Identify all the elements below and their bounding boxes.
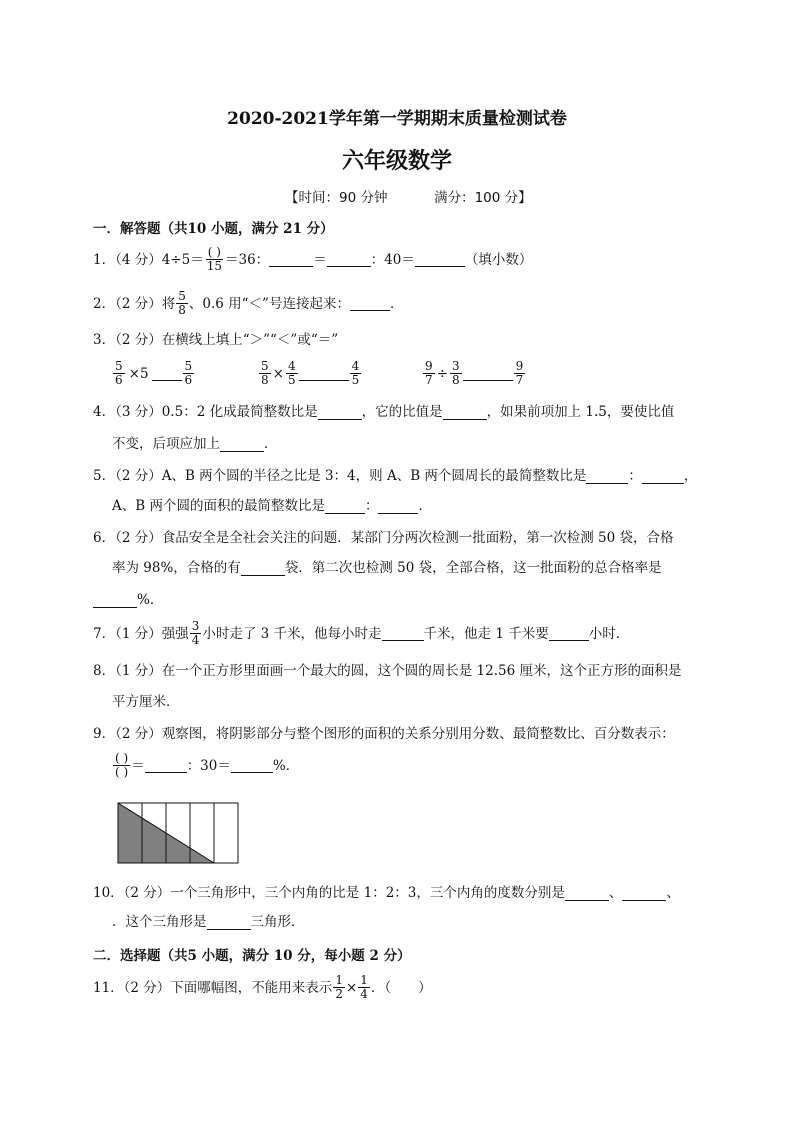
q3a-n1: 5 — [115, 359, 123, 373]
q2-denominator: 8 — [178, 303, 186, 317]
question-8-line-1: 8．（1 分）在一个正方形里面画一个最大的圆，这个圆的周长是 12.56 厘米，这个正方形的面积是 — [93, 663, 682, 679]
q11-prefix: 11．（2 分）下面哪幅图，不能用来表示 — [93, 979, 333, 996]
q3c-blank[interactable] — [463, 380, 513, 381]
q1-fraction — [205, 246, 224, 273]
question-10-line-2 — [112, 912, 305, 932]
q2-end: ． — [389, 295, 404, 312]
question-5-line-1 — [93, 466, 697, 486]
q9-denominator[interactable]: ( ) — [115, 765, 129, 779]
q11-op: × — [345, 979, 358, 996]
q3b-blank[interactable] — [299, 380, 349, 381]
q3b-n1: 5 — [261, 359, 269, 373]
exam-subtitle: 六年级数学 — [341, 148, 452, 174]
exam-title: 2020-2021学年第一学期期末质量检测试卷 — [227, 109, 567, 129]
q2-text: 、0.6 用“＜”号连接起来： — [188, 295, 350, 312]
q10-line2-b: 三角形． — [250, 914, 305, 930]
question-11 — [93, 974, 432, 1001]
question-5-line-2 — [112, 496, 432, 516]
q5-blank-1[interactable] — [586, 469, 628, 484]
q3c-d3: 7 — [515, 373, 524, 387]
q11-n1: 1 — [335, 973, 343, 987]
q5-line2-b: ： — [364, 498, 379, 514]
question-2 — [93, 290, 403, 317]
q4-line2-a: 不变，后项应加上 — [112, 436, 220, 452]
q6-blank-2[interactable] — [93, 593, 137, 608]
q4-line1-a: 4．（3 分）0.5：2 化成最简整数比是 — [93, 404, 318, 420]
q5-line1-b: ： — [628, 468, 642, 484]
q9-colon: ：30＝ — [186, 757, 231, 774]
question-10-line-1 — [93, 883, 680, 903]
question-4-line-1 — [93, 402, 674, 422]
question-8-line-2: 平方厘米． — [112, 694, 180, 710]
q7-blank-2[interactable] — [549, 626, 589, 641]
q6-blank-1[interactable] — [241, 561, 285, 576]
q10-blank-2[interactable] — [622, 886, 666, 901]
q6-line2-b: 袋．第二次也检测 50 袋，全部合格，这一批面粉的总合格率是 — [284, 560, 662, 576]
q7-text-b: 千米，他走 1 千米要 — [423, 625, 549, 642]
q4-line1-b: ，它的比值是 — [361, 404, 443, 420]
q3a-d1: 6 — [115, 373, 123, 387]
question-6-line-1: 6．（2 分）食品安全是全社会关注的问题．某部门分两次检测一批面粉，第一次检测 50 袋，合格 — [93, 530, 674, 546]
q1-blank-2[interactable] — [327, 252, 371, 267]
q3a-op: ×5 — [128, 365, 149, 382]
question-7 — [93, 620, 629, 647]
q9-pct: %． — [272, 757, 300, 774]
question-9-line-1: 9．（2 分）观察图，将阴影部分与整个图形的面积的关系分别用分数、最简整数比、百分数表示： — [93, 726, 675, 742]
q10-line1-a: 10．（2 分）一个三角形中，三个内角的比是 1：2：3，三个内角的度数分别是 — [93, 885, 565, 901]
q3c-d1: 7 — [425, 373, 433, 387]
q1-blank-3[interactable] — [415, 252, 465, 267]
q4-line1-c: ，如果前项加上 1.5，要使比值 — [486, 404, 675, 420]
q9-blank-2[interactable] — [231, 758, 273, 773]
q4-blank-2[interactable] — [443, 405, 487, 420]
q3c-op: ÷ — [436, 365, 448, 382]
q3b-n2: 4 — [287, 359, 296, 373]
q7-numerator: 3 — [191, 619, 200, 633]
q3b-d2: 5 — [287, 373, 296, 387]
q1-suffix: （填小数） — [464, 251, 533, 268]
q9-numerator[interactable]: ( ) — [115, 751, 129, 765]
q3b-n3: 4 — [351, 359, 360, 373]
q5-line2-c: ． — [418, 498, 432, 514]
q10-blank-1[interactable] — [565, 886, 609, 901]
q5-blank-2[interactable] — [642, 469, 684, 484]
question-1 — [93, 246, 532, 273]
q10-sep1: 、 — [608, 885, 623, 901]
q2-numerator: 5 — [178, 289, 186, 303]
q11-d1: 2 — [335, 987, 343, 1001]
q7-denominator: 4 — [191, 633, 200, 647]
q11-suffix[interactable]: ．（ ） — [370, 979, 432, 996]
q1-eq: ＝36： — [225, 251, 270, 268]
q4-blank-1[interactable] — [318, 405, 362, 420]
q10-line2-a: ．这个三角形是 — [112, 914, 207, 930]
q1-denominator: 15 — [206, 259, 222, 273]
q1-numerator: ( ) — [207, 245, 221, 259]
section-2-heading: 二．选择题（共5 小题，满分 10 分，每小题 2 分） — [93, 948, 411, 964]
question-4-line-2 — [112, 434, 278, 454]
q9-blank-1[interactable] — [145, 758, 187, 773]
q11-d2: 4 — [360, 987, 368, 1001]
q3b-d3: 5 — [351, 373, 360, 387]
q7-fraction — [190, 620, 202, 647]
q1-colon: ：40＝ — [370, 251, 415, 268]
q4-line2-b: ． — [264, 436, 278, 452]
time-info: 【时间：90 分钟 — [285, 190, 388, 206]
exam-time-info — [285, 186, 532, 206]
q10-sep2: 、 — [666, 885, 680, 901]
q1-eq2: ＝ — [313, 251, 327, 268]
q3-compare-b — [258, 360, 362, 387]
q5-blank-4[interactable] — [378, 499, 418, 514]
q6-line3: %． — [137, 592, 164, 608]
q11-n2: 1 — [360, 973, 368, 987]
q10-blank-3[interactable] — [207, 915, 251, 930]
q7-text-c: 小时． — [588, 625, 630, 642]
q3b-op: × — [272, 365, 284, 382]
q9-shaded-figure — [117, 802, 239, 864]
q3a-blank[interactable] — [152, 380, 182, 381]
question-9-line-2 — [112, 752, 299, 779]
score-info: 满分：100 分】 — [434, 190, 532, 206]
q2-fraction — [176, 290, 188, 317]
q4-blank-3[interactable] — [220, 437, 264, 452]
question-6-line-3 — [93, 590, 163, 610]
section-1-heading: 一．解答题（共10 小题，满分 21 分） — [93, 221, 334, 237]
q3-compare-c — [422, 360, 526, 387]
q3c-n1: 9 — [425, 359, 433, 373]
q3a-d2: 6 — [184, 373, 193, 387]
q6-line2-a: 率为 98%，合格的有 — [112, 560, 241, 576]
q9-eq: ＝ — [131, 757, 145, 774]
q3c-d2: 8 — [451, 373, 460, 387]
question-6-line-2 — [112, 558, 662, 578]
q2-prefix: 2．（2 分）将 — [93, 295, 176, 312]
q5-line1-a: 5．（2 分）A、B 两个圆的半径之比是 3：4，则 A、B 两个圆周长的最简整数比是 — [93, 468, 587, 484]
q7-blank-1[interactable] — [382, 626, 424, 641]
q2-blank[interactable] — [350, 296, 390, 311]
q3a-n2: 5 — [184, 359, 193, 373]
q5-line2-a: A、B 两个圆的面积的最简整数比是 — [112, 498, 325, 514]
q3b-d1: 8 — [261, 373, 269, 387]
q3-compare-a — [112, 360, 195, 387]
q1-blank-1[interactable] — [269, 252, 313, 267]
q5-line1-c: ， — [683, 468, 698, 484]
q3c-n2: 3 — [451, 359, 460, 373]
q5-blank-3[interactable] — [325, 499, 365, 514]
q1-prefix: 1．（4 分）4÷5＝ — [93, 251, 204, 268]
q9-fraction — [113, 752, 130, 779]
q7-prefix: 7．（1 分）强强 — [93, 625, 189, 642]
q3c-n3: 9 — [515, 359, 524, 373]
q7-text-a: 小时走了 3 千米，他每小时走 — [202, 625, 382, 642]
question-3: 3．（2 分）在横线上填上“＞”“＜”或“＝” — [93, 332, 339, 348]
